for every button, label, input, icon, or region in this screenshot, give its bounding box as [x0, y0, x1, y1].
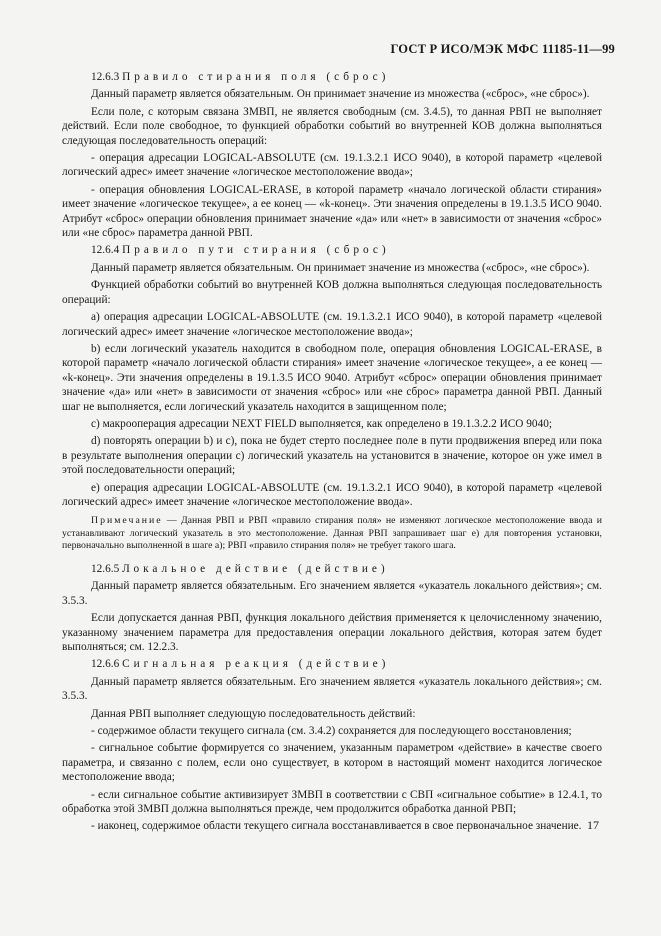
page-number: 17 [587, 818, 599, 832]
paragraph: Данный параметр является обязательным. Его значением является «указатель локального действия»; см. 3.5.3. [62, 675, 602, 703]
paragraph: Данный параметр является обязательным. Он принимает значение из множества («сброс», «не сброс»). [91, 88, 590, 101]
list-item: d) повторять операции b) и с), пока не будет стерто последнее поле в пути продвижения вперед или пока в результате выполнения операции с) логический указатель на установится в значение, которое он уже имел в этой последовательности операций; [62, 435, 602, 477]
section-heading-12-6-5: 12.6.5 Локальное действие (действие) [91, 562, 389, 575]
paragraph: Данный параметр является обязательным. Он принимает значение из множества («сброс», «не сброс»). [91, 261, 590, 274]
paragraph: Функцией обработки событий во внутренней КОВ должна выполняться следующая последовательность операций: [62, 279, 602, 306]
section-heading-12-6-6: 12.6.6 Сигнальная реакция (действие) [91, 658, 390, 671]
document-body [62, 70, 602, 837]
paragraph: Если поле, с которым связана ЗМВП, не является свободным (см. 3.4.5), то данная РВП не выполняет действий. Если поле свободное, то функцией обработки событий во внутренней КОВ должна выполняться следующая последовательность операций: [62, 105, 602, 147]
list-item: е) операция адресации LOGICAL-ABSOLUTE (см. 19.1.3.2.1 ИСО 9040), в которой параметр «целевой логический адрес» имеет значение «логическое местоположение ввода». [62, 481, 602, 508]
list-item: b) если логический указатель находится в свободном поле, операция обновления LOGICAL-ERASE, в которой параметр «начало логической области стирания» имеет значение «логическое текущее», а ее конец — «k-конец». Эти значения определены в 19.1.3.5 ИСО 9040. Атрибут «сброс» операции обновления принимает значение «да» или «нет» в зависимости от значения «сброс» или «не сброс» параметра данной РВП. Данный шаг не выполняется, если логический указатель находится в защищенном поле; [62, 342, 602, 413]
document-header: ГОСТ Р ИСО/МЭК МФС 11185-11—99 [390, 42, 615, 56]
list-item: а) операция адресации LOGICAL-ABSOLUTE (см. 19.1.3.2.1 ИСО 9040), в которой параметр «целевой логический адрес» имеет значение «логическое местоположение ввода»; [62, 311, 602, 338]
list-item: - операция адресации LOGICAL-ABSOLUTE (см. 19.1.3.2.1 ИСО 9040), в которой параметр «целевой логический адрес» имеет значение «логическое местоположение ввода»; [62, 152, 602, 179]
note-text: — Данная РВП и РВП «правило стирания поля» не изменяют логическое местоположение ввода и устанавливают логический указатель в это местоположение. Данная РВП запрашивает шаг е) для повторения установки, первоначально выполненной в шаге а); РВП «правило стирания поля» не требует такого шага. [62, 515, 602, 551]
paragraph: Данный параметр является обязательным. Его значением является «указатель локального действия»; см. 3.5.3. [62, 580, 602, 607]
paragraph: Если допускается данная РВП, функция локального действия применяется к целочисленному значению, указанному значением параметра для предоставления операции локального действия, которая затем будет выполняться; см. 12.2.3. [62, 612, 602, 654]
list-item: - операция обновления LOGICAL-ERASE, в которой параметр «начало логической области стирания» имеет значение «логическое текущее», а ее конец — «k-конец». Эти значения определены в 19.1.3.5 ИСО 9040. Атрибут «сброс» операции обновления принимает значение «да» или «нет» в зависимости от значения «сброс» или «не сброс» параметра данной РВП. [62, 183, 602, 240]
section-heading-12-6-4: 12.6.4 Правило пути стирания (сброс) [91, 244, 390, 257]
list-item: - если сигнальное событие активизирует ЗМВП в соответствии с СВП «сигнальное событие» в 12.4.1, то обработка этой ЗМВП должна выполняться прежде, чем продолжится обработка данной РВП; [62, 788, 602, 816]
list-item: - сигнальное событие формируется со значением, указанным параметром «действие» в качестве своего параметра, и связанно с полем, если оно существует, в котором в настоящий момент находится логическое местоположение ввода; [62, 742, 602, 784]
section-heading-12-6-3: 12.6.3 Правило стирания поля (сброс) [91, 71, 390, 83]
note-label: Примечание [91, 515, 163, 527]
list-item: - иаконец, содержимое области текущего сигнала восстанавливается в свое первоначальное значение. [91, 820, 582, 833]
note [62, 515, 602, 552]
paragraph: Данная РВП выполняет следующую последовательность действий: [91, 707, 416, 720]
list-item: с) макрооперация адресации NEXT FIELD выполняется, как определено в 19.1.3.2.2 ИСО 9040; [91, 417, 553, 430]
list-item: - содержимое области текущего сигнала (см. 3.4.2) сохраняется для последующего восстановления; [91, 725, 572, 738]
